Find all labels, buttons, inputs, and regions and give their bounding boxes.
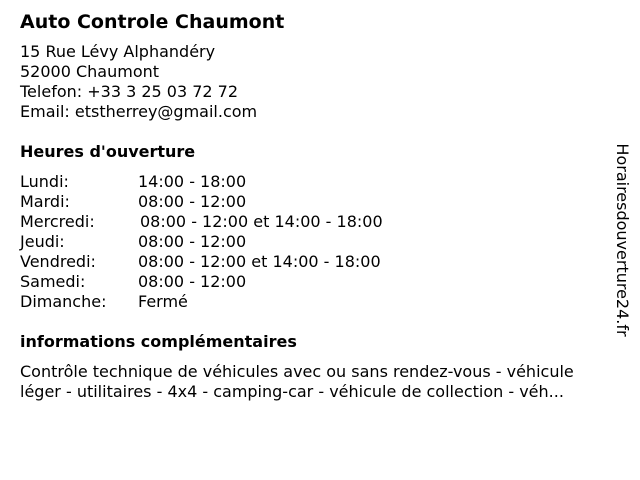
hours-row-wednesday [20,212,620,232]
hours-row-tuesday [20,192,620,212]
day-label: Mercredi: [20,212,95,231]
time-value: 08:00 - 12:00 et 14:00 - 18:00 [138,252,381,271]
time-value: 14:00 - 18:00 [138,172,247,191]
time-value: Fermé [138,292,188,311]
day-label: Samedi: [20,272,86,291]
street-address: 15 Rue Lévy Alphandéry [20,42,216,61]
hours-row-sunday [20,292,620,312]
additional-info-heading: informations complémentaires [20,332,297,351]
hours-row-saturday [20,272,620,292]
business-name: Auto Controle Chaumont [20,11,285,33]
time-value: 08:00 - 12:00 et 14:00 - 18:00 [140,212,383,231]
address-block [20,42,620,122]
opening-hours-table [20,172,620,312]
day-label: Jeudi: [20,232,65,251]
info-line-2: léger - utilitaires - 4x4 - camping-car - véhicule de collection - véh... [20,382,564,401]
business-card [20,10,620,402]
day-label: Dimanche: [20,292,107,311]
hours-row-thursday [20,232,620,252]
day-label: Vendredi: [20,252,96,271]
site-watermark: Horairesdouverture24.fr [613,143,632,337]
phone-number: Telefon: +33 3 25 03 72 72 [20,82,239,101]
city-postcode: 52000 Chaumont [20,62,160,81]
hours-row-friday [20,252,620,272]
email-address: Email: etstherrey@gmail.com [20,102,258,121]
day-label: Mardi: [20,192,70,211]
time-value: 08:00 - 12:00 [138,272,247,291]
time-value: 08:00 - 12:00 [138,232,247,251]
info-line-1: Contrôle technique de véhicules avec ou sans rendez-vous - véhicule [20,362,574,381]
additional-info-text [20,362,620,402]
time-value: 08:00 - 12:00 [138,192,247,211]
opening-hours-heading: Heures d'ouverture [20,142,196,161]
day-label: Lundi: [20,172,69,191]
hours-row-monday [20,172,620,192]
